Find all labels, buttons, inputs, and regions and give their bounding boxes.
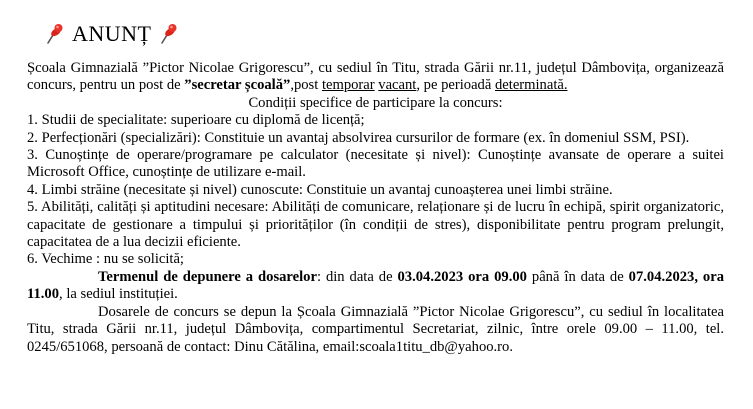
pushpin-icon xyxy=(46,23,64,45)
condition-item: 6. Vechime : nu se solicită; xyxy=(27,251,184,268)
pushpin-icon xyxy=(160,23,178,45)
condition-item: 3. Cunoștințe de operare/programare pe calculator (necesitate și nivel): Cunoștințe avansate de operare a suitei Microsoft Office, cunoștințe de utilizare e-mail. xyxy=(27,147,724,181)
condition-item: 2. Perfecționări (specializări): Constituie un avantaj absolvirea cursurilor de formare (ex. în domeniul SSM, PSI). xyxy=(27,129,690,146)
vacant-term: vacant xyxy=(378,77,417,94)
condition-item: 4. Limbi străine (necesitate și nivel) cunoscute: Constituie un avantaj cunoașterea unei limbi străine. xyxy=(27,181,613,198)
intro-paragraph xyxy=(27,60,724,95)
post-name: ”secretar școală” xyxy=(184,77,291,94)
deadline-text: până în data de xyxy=(526,268,629,285)
intro-text: ,post xyxy=(290,77,322,94)
deadline-text: : din data de xyxy=(316,268,398,285)
intro-text: Școala Gimnazială ”Pictor Nicolae Grigorescu”, cu sediul în Titu, strada Gării nr.11, județul Dâmbovița, organizează concurs, pentru un post de xyxy=(27,60,724,94)
deadline-label: Termenul de depunere a dosarelor xyxy=(98,268,317,285)
deadline-start: 03.04.2023 ora 09.00 xyxy=(397,268,527,285)
intro-text: , pe perioadă xyxy=(416,77,495,94)
condition-item: 5. Abilități, calități și aptitudini necesare: Abilități de comunicare, relaționare și de lucru în echipă, spirit organizatoric, capacitate de gestionare a timpului și priorităților (în condiții de stres), disponibilitate pentru program prelungit, capacitatea de a lua decizii eficiente. xyxy=(27,199,724,251)
temporary-term: temporar xyxy=(321,77,375,94)
deadline-end: 07.04.2023, ora 11.00 xyxy=(27,268,724,303)
submission-paragraph: Dosarele de concurs se depun la Școala Gimnazială ”Pictor Nicolae Grigorescu”, cu sediul în localitatea Titu, strada Gării nr.11, județul Dâmbovița, compartimentul Secretariat, zilnic, între orele 09.00 – 11.00, tel. 0245/651068, persoană de contact: Dinu Cătălina, email:scoala1titu_db@yahoo.ro. xyxy=(27,303,724,355)
conditions-heading: Condiții specifice de participare la concurs: xyxy=(248,94,503,111)
determined-term: determinată. xyxy=(494,77,568,94)
announcement-title: ANUNȚ xyxy=(72,21,152,47)
deadline-paragraph xyxy=(27,269,724,304)
condition-item: 1. Studii de specialitate: superioare cu diplomă de licență; xyxy=(27,112,365,129)
announcement-body xyxy=(27,60,724,356)
deadline-text: , la sediul instituției. xyxy=(59,286,178,303)
announcement-header xyxy=(46,18,178,50)
